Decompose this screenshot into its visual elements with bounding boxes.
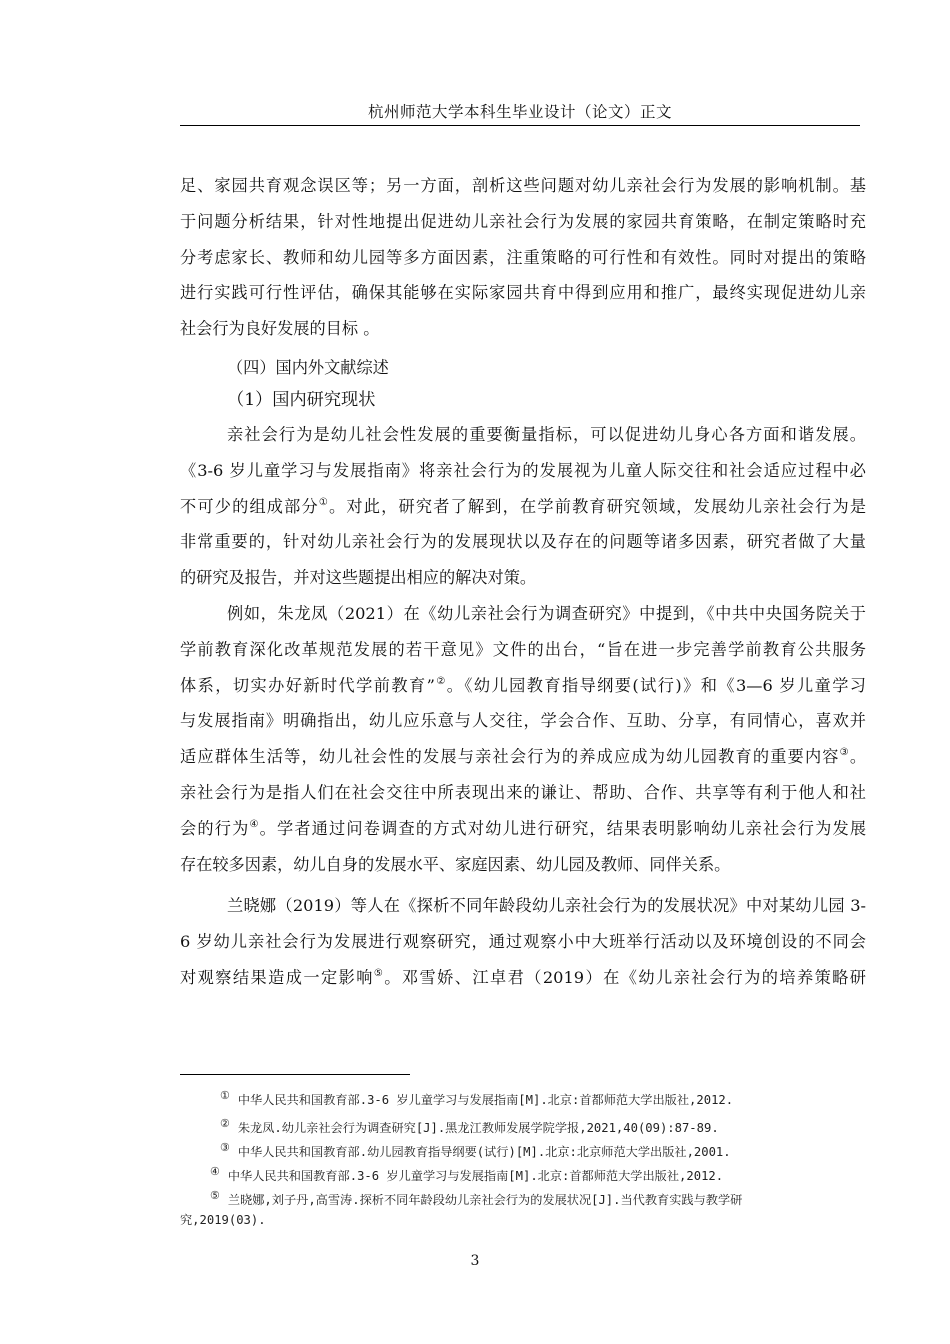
footnote-ref-2[interactable]: ②	[434, 675, 447, 687]
text-line	[180, 960, 866, 996]
footnote-mark: ②	[220, 1117, 230, 1130]
footnote-text: 中华人民共和国教育部.3-6 岁儿童学习与发展指南[M].北京:首都师范大学出版社,2012.	[237, 1093, 734, 1107]
text-line: 亲社会行为是幼儿社会性发展的重要衡量指标，可以促进幼儿身心各方面和谐发展。	[227, 424, 866, 444]
footnote-mark: ③	[220, 1141, 230, 1154]
text-line	[180, 811, 866, 847]
footnote-ref-3[interactable]: ③	[839, 747, 850, 759]
footnote-ref-1[interactable]: ①	[318, 496, 330, 508]
text-line: 于问题分析结果，针对性地提出促进幼儿亲社会行为发展的家园共育策略，在制定策略时充	[180, 211, 866, 231]
paragraph-4	[180, 888, 866, 995]
text-line: 存在较多因素，幼儿自身的发展水平、家庭因素、幼儿园及教师、同伴关系。	[180, 854, 731, 874]
text-line	[180, 489, 866, 525]
text-line: 进行实践可行性评估，确保其能够在实际家园共育中得到应用和推广，最终实现促进幼儿亲	[180, 283, 866, 303]
footnote-mark: ⑤	[210, 1189, 220, 1202]
text-line: 与发展指南》明确指出，幼儿应乐意与人交往，学会合作、互助、分享，有同情心，喜欢并	[180, 711, 866, 731]
footnote-text: 朱龙凤.幼儿亲社会行为调查研究[J].黑龙江教师发展学院学报,2021,40(09):87-89.	[237, 1121, 719, 1135]
footnote-ref-5[interactable]: ⑤	[373, 967, 385, 979]
text-line: 学前教育深化改革规范发展的若干意见》文件的出台，“旨在进一步完善学前教育公共服务	[180, 639, 866, 659]
footnote-5-continued: 究,2019(03).	[180, 1213, 266, 1227]
section-heading: （四）国内外文献综述	[227, 357, 389, 377]
text-segment: 。对此，研究者了解到，在学前教育研究领域，发展幼儿亲社会行为是	[329, 496, 867, 516]
text-segment: 适应群体生活等，幼儿社会性的发展与亲社会行为的养成应成为幼儿园教育的重要内容	[180, 747, 840, 767]
footnote-mark: ④	[210, 1165, 220, 1178]
header-rule	[180, 125, 860, 126]
body-text	[180, 168, 866, 996]
text-line: 兰晓娜（2019）等人在《探析不同年龄段幼儿亲社会行为的发展状况》中对某幼儿园 3-	[227, 896, 866, 916]
text-line	[180, 668, 866, 704]
paragraph-3	[180, 596, 866, 882]
footnote-separator	[180, 1074, 410, 1075]
text-line: 例如，朱龙凤（2021）在《幼儿亲社会行为调查研究》中提到，《中共中央国务院关于	[227, 603, 866, 623]
text-segment: 不可少的组成部分	[180, 496, 319, 516]
footnote-1	[180, 1084, 866, 1108]
text-segment: 会的行为	[180, 818, 250, 838]
text-line: 的研究及报告，并对这些题提出相应的解决对策。	[180, 568, 537, 588]
footnotes	[180, 1084, 866, 1232]
footnote-5	[180, 1184, 866, 1208]
footnote-ref-4[interactable]: ④	[249, 818, 260, 830]
text-line: 《3-6 岁儿童学习与发展指南》将亲社会行为的发展视为儿童人际交往和社会适应过程中必	[180, 460, 866, 480]
text-line: 亲社会行为是指人们在社会交往中所表现出来的谦让、帮助、合作、共享等有利于他人和社	[180, 782, 866, 802]
subsection-heading: （1）国内研究现状	[227, 389, 376, 410]
footnote-text: 兰晓娜,刘子丹,高雪涛.探析不同年龄段幼儿亲社会行为的发展状况[J].当代教育实践与教学研	[227, 1193, 743, 1207]
footnote-text: 中华人民共和国教育部.幼儿园教育指导纲要(试行)[M].北京:北京师范大学出版社,2001.	[237, 1145, 731, 1159]
text-segment: 。《幼儿园教育指导纲要(试行)》和《3—6 岁儿童学习	[446, 675, 866, 695]
text-segment: 。	[849, 747, 866, 767]
text-line: 非常重要的，针对幼儿亲社会行为的发展现状以及存在的问题等诸多因素，研究者做了大量	[180, 532, 866, 552]
text-line: 6 岁幼儿亲社会行为发展进行观察研究，通过观察小中大班举行活动以及环境创设的不同会	[180, 932, 866, 952]
text-segment: 。学者通过问卷调查的方式对幼儿进行研究，结果表明影响幼儿亲社会行为发展	[259, 818, 867, 838]
text-line	[180, 739, 866, 775]
footnote-4	[180, 1160, 866, 1184]
text-segment: 对观察结果造成一定影响	[180, 967, 374, 987]
page-header: 杭州师范大学本科生毕业设计（论文）正文	[367, 103, 672, 121]
text-segment: 。邓雪娇、江卓君（2019）在《幼儿亲社会行为的培养策略研	[384, 967, 866, 987]
footnote-text: 中华人民共和国教育部.3-6 岁儿童学习与发展指南[M].北京:首都师范大学出版社,2012.	[227, 1169, 724, 1183]
text-segment: 体系，切实办好新时代学前教育”	[180, 675, 435, 695]
text-line: 社会行为良好发展的目标 。	[180, 319, 380, 339]
footnote-mark: ①	[220, 1089, 230, 1102]
text-line: 分考虑家长、教师和幼儿园等多方面因素，注重策略的可行性和有效性。同时对提出的策略	[180, 247, 866, 267]
paragraph-1	[180, 168, 866, 347]
footnote-2	[180, 1112, 866, 1136]
page-number: 3	[470, 1253, 480, 1269]
footnote-3	[180, 1136, 866, 1160]
text-line: 足、家园共育观念误区等；另一方面，剖析这些问题对幼儿亲社会行为发展的影响机制。基	[180, 176, 866, 195]
paragraph-2	[180, 417, 866, 596]
